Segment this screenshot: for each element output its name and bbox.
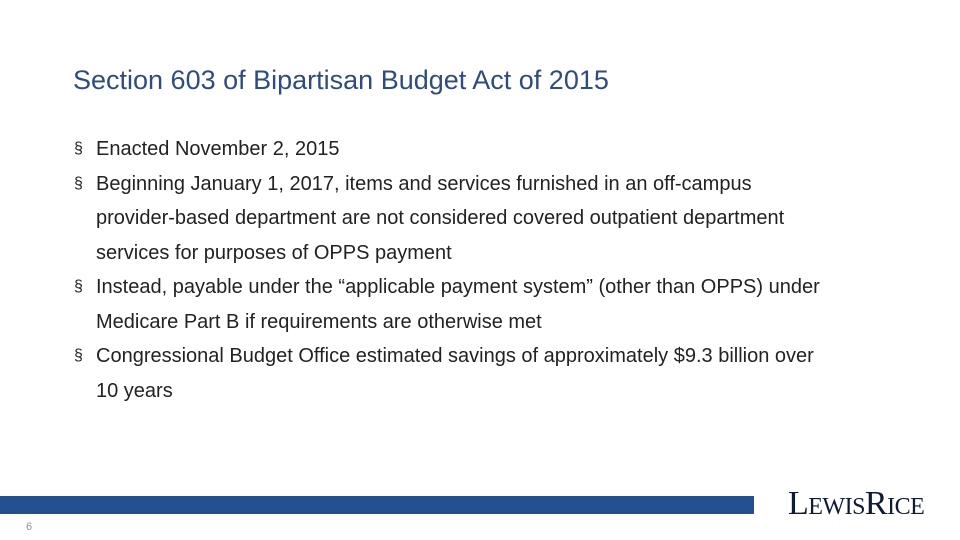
bullet-text: Congressional Budget Office estimated savings of approximately $9.3 billion over 10 years: [96, 345, 814, 402]
bullet-item: [72, 167, 832, 271]
bullet-text: Enacted November 2, 2015: [96, 138, 340, 160]
bullet-list: [72, 132, 832, 408]
bullet-item: [72, 270, 832, 339]
bullet-text: Beginning January 1, 2017, items and services furnished in an off-campus provider-based department are not considered covered outpatient department services for purposes of OPPS payment: [96, 172, 785, 264]
footer-bar: [0, 496, 754, 514]
bullet-marker-icon: §: [74, 278, 83, 295]
bullet-item: [72, 132, 832, 167]
page-number: 6: [26, 521, 33, 533]
bullet-text: Instead, payable under the “applicable payment system” (other than OPPS) under Medicare Part B if requirements are otherwise met: [96, 276, 820, 333]
bullet-marker-icon: §: [74, 174, 83, 192]
lewis-rice-logo: LewisRice: [788, 485, 925, 522]
slide-title: Section 603 of Bipartisan Budget Act of 2015: [73, 65, 609, 95]
bullet-item: [72, 339, 832, 408]
bullet-marker-icon: §: [74, 347, 83, 364]
bullet-marker-icon: §: [74, 140, 83, 157]
